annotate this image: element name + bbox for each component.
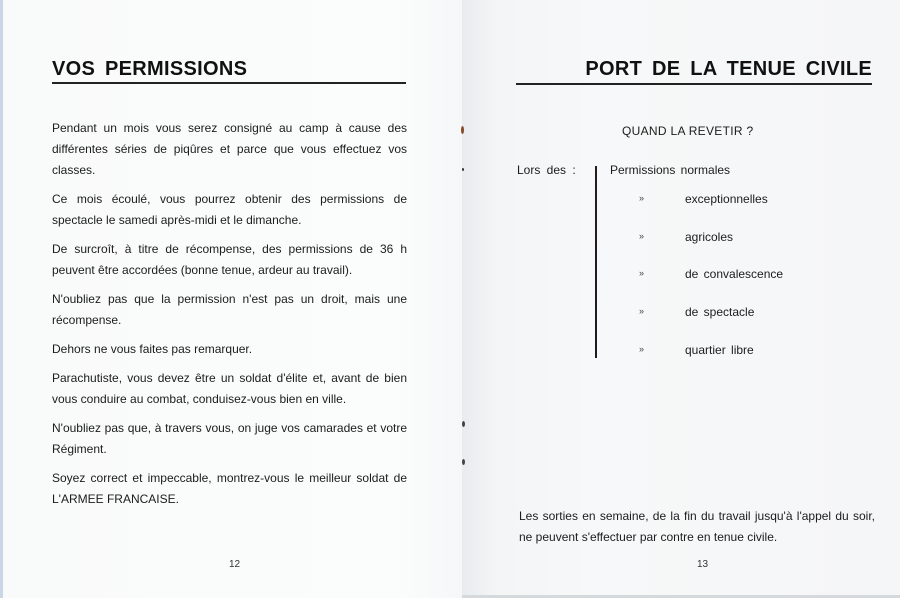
list-label: Lors des :: [517, 163, 576, 177]
binding-speck: [462, 168, 464, 171]
list-divider: [595, 166, 597, 358]
page-number: 13: [697, 559, 709, 570]
paragraph: Les sorties en semaine, de la fin du travail jusqu'à l'appel du soir, ne peuvent s'effectuer par contre en tenue civile.: [519, 509, 875, 544]
paragraph: Parachutiste, vous devez être un soldat d'élite et, avant de bien vous conduire au combat, conduisez-vous bien en ville.: [52, 371, 407, 406]
binding-speck: [461, 126, 464, 134]
paragraph: N'oubliez pas que la permission n'est pas un droit, mais une récompense.: [52, 292, 407, 327]
left-page-body: [52, 118, 407, 518]
list-item-text: agricoles: [685, 230, 734, 244]
left-page-title: VOS PERMISSIONS: [52, 58, 248, 80]
ditto-mark: »: [639, 231, 645, 241]
list-item-text: quartier libre: [685, 343, 754, 357]
ditto-mark: »: [639, 344, 645, 354]
list-item-text: de spectacle: [685, 305, 755, 319]
ditto-mark: »: [639, 193, 645, 203]
list-item-text: exceptionnelles: [685, 192, 768, 206]
paragraph: Pendant un mois vous serez consigné au camp à cause des différentes séries de piqûres et parce que vous effectuez vos classes.: [52, 121, 407, 177]
ditto-mark: »: [639, 306, 645, 316]
binding-speck: [462, 459, 465, 465]
paragraph: Dehors ne vous faites pas remarquer.: [52, 342, 253, 356]
list-item-text: de convalescence: [685, 267, 784, 281]
title-underline: [52, 82, 406, 84]
section-question: QUAND LA REVETIR ?: [622, 124, 754, 138]
paragraph: N'oubliez pas que, à travers vous, on juge vos camarades et votre Régiment.: [52, 421, 407, 456]
paragraph: Ce mois écoulé, vous pourrez obtenir des permissions de spectacle le samedi après-midi et le dimanche.: [52, 192, 407, 227]
ditto-mark: »: [639, 268, 645, 278]
right-page-title: PORT DE LA TENUE CIVILE: [585, 58, 872, 80]
list-item: Permissions normales: [610, 163, 731, 177]
binding-speck: [462, 421, 465, 427]
title-underline: [516, 83, 872, 85]
page-number: 12: [229, 559, 241, 570]
paragraph: De surcroît, à titre de récompense, des permissions de 36 h peuvent être accordées (bonne tenue, ardeur au travail).: [52, 242, 407, 277]
paragraph: Soyez correct et impeccable, montrez-vous le meilleur soldat de L'ARMEE FRANCAISE.: [52, 471, 407, 506]
right-page-note: [519, 506, 875, 548]
